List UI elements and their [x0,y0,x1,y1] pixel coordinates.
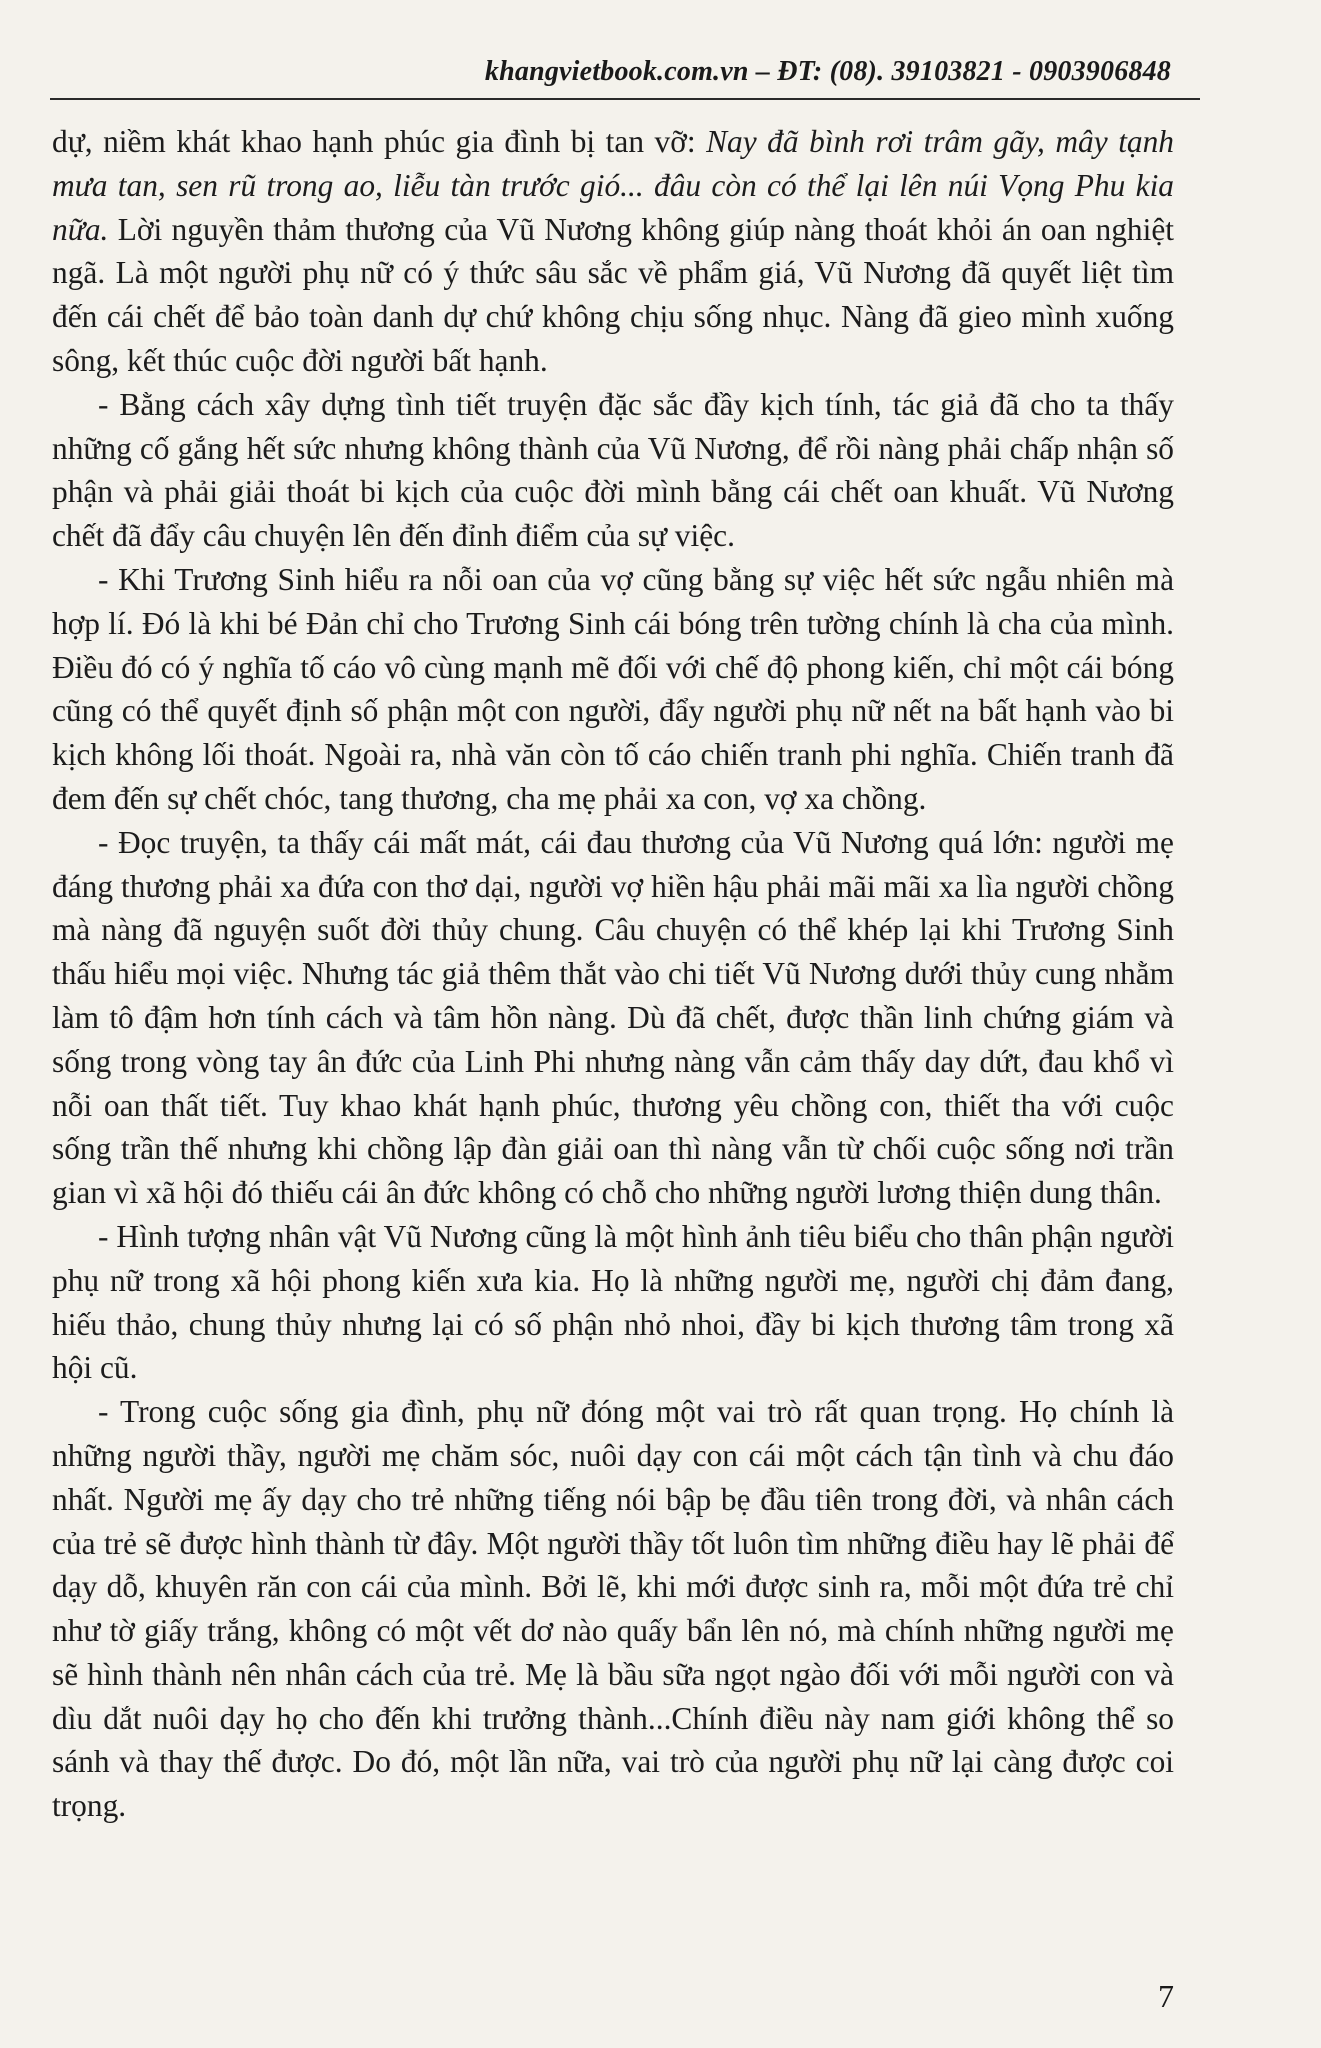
paragraph-6: - Trong cuộc sống gia đình, phụ nữ đóng một vai trò rất quan trọng. Họ chính là những người thầy, người mẹ chăm sóc, nuôi dạy con cái một cách tận tình và chu đáo nhất. Người mẹ ấy dạy cho trẻ những tiếng nói bập bẹ đầu tiên trong đời, và nhân cách của trẻ sẽ được hình thành từ đây. Một người thầy tốt luôn tìm những điều hay lẽ phải để dạy dỗ, khuyên răn con cái của mình. Bởi lẽ, khi mới được sinh ra, mỗi một đứa trẻ chỉ như tờ giấy trắng, không có một vết dơ nào quấy bẩn lên nó, mà chính những người mẹ sẽ hình thành nên nhân cách của trẻ. Mẹ là bầu sữa ngọt ngào đối với mỗi người con và dìu dắt nuôi dạy họ cho đến khi trưởng thành...Chính điều này nam giới không thể so sánh và thay thế được. Do đó, một lần nữa, vai trò của người phụ nữ lại càng được coi trọng. [52,1394,1174,1824]
body-text [52,120,1174,1828]
paragraph-2: - Bằng cách xây dựng tình tiết truyện đặc sắc đầy kịch tính, tác giả đã cho ta thấy những cố gắng hết sức nhưng không thành của Vũ Nương, để rồi nàng phải chấp nhận số phận và phải giải thoát bi kịch của cuộc đời mình bằng cái chết oan khuất. Vũ Nương chết đã đẩy câu chuyện lên đến đỉnh điểm của sự việc. [52,386,1174,554]
paragraph-3: - Khi Trương Sinh hiểu ra nỗi oan của vợ cũng bằng sự việc hết sức ngẫu nhiên mà hợp lí. Đó là khi bé Đản chỉ cho Trương Sinh cái bóng trên tường chính là cha của mình. Điều đó có ý nghĩa tố cáo vô cùng mạnh mẽ đối với chế độ phong kiến, chỉ một cái bóng cũng có thể quyết định số phận một con người, đẩy người phụ nữ nết na bất hạnh vào bi kịch không lối thoát. Ngoài ra, nhà văn còn tố cáo chiến tranh phi nghĩa. Chiến tranh đã đem đến sự chết chóc, tang thương, cha mẹ phải xa con, vợ xa chồng. [52,561,1174,816]
page-number: 7 [1158,1978,1174,2014]
header-divider [50,98,1200,100]
paragraph-1-quote: Nay đã bình rơi trâm gãy, mây tạnh mưa tan, sen rũ trong ao, liễu tàn trước gió... đâu còn có thể lại lên núi Vọng Phu kia nữa. [52,124,1175,247]
paragraph-1 [52,120,1174,383]
paragraph-5: - Hình tượng nhân vật Vũ Nương cũng là một hình ảnh tiêu biểu cho thân phận người phụ nữ trong xã hội phong kiến xưa kia. Họ là những người mẹ, người chị đảm đang, hiếu thảo, chung thủy nhưng lại có số phận nhỏ nhoi, đầy bi kịch thương tâm trong xã hội cũ. [52,1218,1174,1386]
page-header: khangvietbook.com.vn – ĐT: (08). 39103821 - 0903906848 [484,56,1171,87]
paragraph-1-text-cont: Lời nguyền thảm thương của Vũ Nương không giúp nàng thoát khỏi án oan nghiệt ngã. Là một người phụ nữ có ý thức sâu sắc về phẩm giá, Vũ Nương đã quyết liệt tìm đến cái chết để bảo toàn danh dự chứ không chịu sống nhục. Nàng đã gieo mình xuống sông, kết thúc cuộc đời người bất hạnh. [52,211,1174,378]
paragraph-1-text: dự, niềm khát khao hạnh phúc gia đình bị tan vỡ: [52,124,707,159]
paragraph-4: - Đọc truyện, ta thấy cái mất mát, cái đau thương của Vũ Nương quá lớn: người mẹ đáng thương phải xa đứa con thơ dại, người vợ hiền hậu phải mãi mãi xa lìa người chồng mà nàng đã nguyện suốt đời thủy chung. Câu chuyện có thể khép lại khi Trương Sinh thấu hiểu mọi việc. Nhưng tác giả thêm thắt vào chi tiết Vũ Nương dưới thủy cung nhằm làm tô đậm hơn tính cách và tâm hồn nàng. Dù đã chết, được thần linh chứng giám và sống trong vòng tay ân đức của Linh Phi nhưng nàng vẫn cảm thấy day dứt, đau khổ vì nỗi oan thất tiết. Tuy khao khát hạnh phúc, thương yêu chồng con, thiết tha với cuộc sống trần thế nhưng khi chồng lập đàn giải oan thì nàng vẫn từ chối cuộc sống nơi trần gian vì xã hội đó thiếu cái ân đức không có chỗ cho những người lương thiện dung thân. [52,824,1174,1211]
